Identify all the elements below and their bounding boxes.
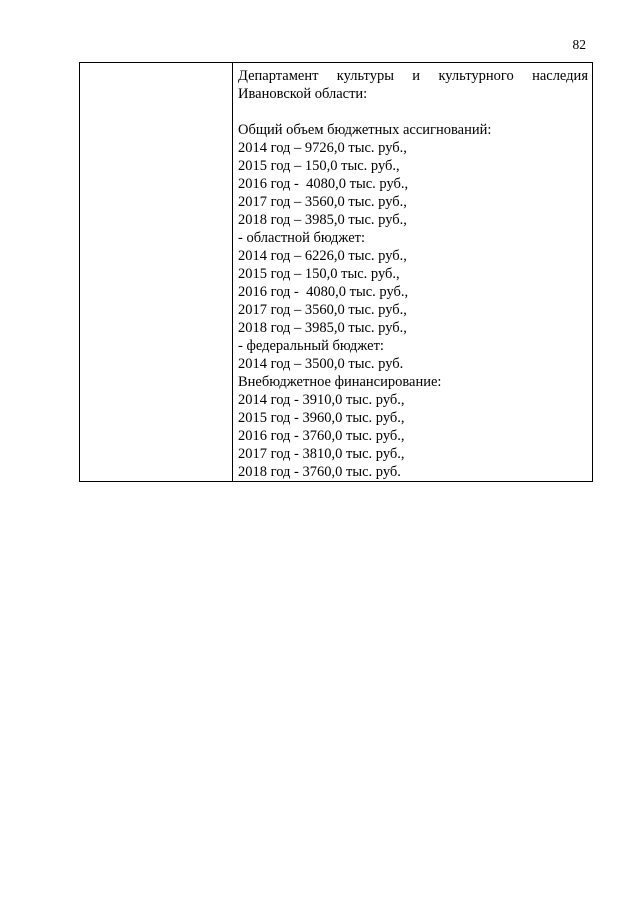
regional-item: 2016 год - 4080,0 тыс. руб., <box>238 284 409 300</box>
extrabudgetary-item: 2018 год - 3760,0 тыс. руб. <box>238 464 401 480</box>
table-cell-empty <box>80 63 233 482</box>
regional-item: 2014 год – 6226,0 тыс. руб., <box>238 248 407 264</box>
extrabudgetary-item: 2017 год - 3810,0 тыс. руб., <box>238 446 405 462</box>
total-item: 2014 год – 9726,0 тыс. руб., <box>238 140 407 156</box>
total-heading: Общий объем бюджетных ассигнований: <box>238 122 492 138</box>
regional-item: 2015 год – 150,0 тыс. руб., <box>238 266 400 282</box>
extrabudgetary-item: 2014 год - 3910,0 тыс. руб., <box>238 392 405 408</box>
total-item: 2015 год – 150,0 тыс. руб., <box>238 158 400 174</box>
department-name-line1: Департамент культуры и культурного наследия <box>238 68 588 84</box>
federal-item: 2014 год – 3500,0 тыс. руб. <box>238 356 404 372</box>
blank-line <box>238 103 588 121</box>
regional-item: 2017 год – 3560,0 тыс. руб., <box>238 302 407 318</box>
total-item: 2016 год - 4080,0 тыс. руб., <box>238 176 409 192</box>
federal-heading: - федеральный бюджет: <box>238 338 384 354</box>
total-item: 2017 год – 3560,0 тыс. руб., <box>238 194 407 210</box>
funding-table <box>79 62 593 482</box>
table-cell-funding <box>233 63 593 482</box>
table-row <box>80 63 593 482</box>
regional-heading: - областной бюджет: <box>238 230 366 246</box>
extrabudgetary-item: 2015 год - 3960,0 тыс. руб., <box>238 410 405 426</box>
total-item: 2018 год – 3985,0 тыс. руб., <box>238 212 407 228</box>
funding-text <box>238 67 588 481</box>
regional-item: 2018 год – 3985,0 тыс. руб., <box>238 320 407 336</box>
page-number: 82 <box>572 37 586 52</box>
department-name-line2: Ивановской области: <box>238 86 368 102</box>
extrabudgetary-item: 2016 год - 3760,0 тыс. руб., <box>238 428 405 444</box>
extrabudgetary-heading: Внебюджетное финансирование: <box>238 374 442 390</box>
